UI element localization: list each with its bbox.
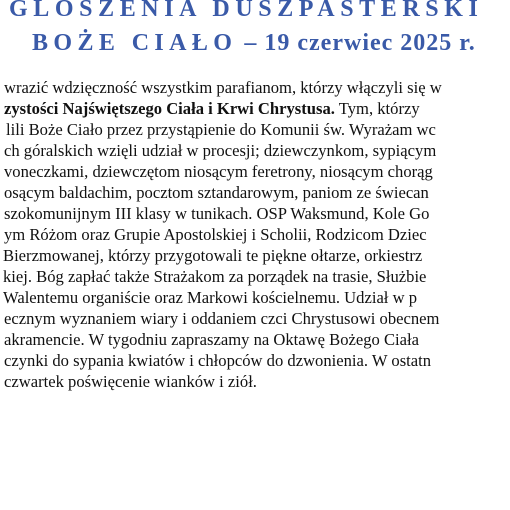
body-line-2-rest: Tym, którzy: [334, 99, 420, 118]
title-announcements: GLOSZENIA DUSZPASTERSKI: [9, 0, 484, 22]
body-line-12: ecznym wyznaniem wiary i oddaniem czci Chrystusowi obecnem: [4, 309, 440, 328]
body-line-11: Walentemu organiście oraz Markowi kościelnemu. Udział w p: [3, 288, 417, 307]
title-feast-name: BOŻE CIAŁO: [32, 30, 238, 56]
body-line-10: kiej. Bóg zapłać także Strażakom za porządek na trasie, Służbie: [3, 267, 427, 286]
body-line-14: czynki do sypania kwiatów i chłopców do dzwonienia. W ostatn: [4, 351, 432, 370]
body-line-3: lili Boże Ciało przez przystąpienie do Komunii św. Wyrażam wc: [6, 120, 436, 139]
body-line-8: ym Różom oraz Grupie Apostolskiej i Scholii, Rodzicom Dziec: [4, 225, 427, 244]
body-line-4: ch góralskich wzięli udział w procesji; dziewczynkom, sypiącym: [4, 141, 437, 160]
body-line-13: akramencie. W tygodniu zapraszamy na Oktawę Bożego Ciała: [4, 330, 419, 349]
body-line-6: osącym baldachim, pocztom sztandarowym, paniom ze świecan: [4, 183, 429, 202]
body-line-5: voneczkami, dziewczętom niosącym feretrony, niosącym chorąg: [4, 162, 433, 181]
body-line-15: czwartek poświęcenie wianków i ziół.: [4, 372, 257, 391]
body-line-7: szokomunijnym III klasy w tunikach. OSP Waksmund, Kole Go: [4, 204, 430, 223]
title-date: – 19 czerwiec 2025 r.: [237, 30, 476, 56]
body-line-9: Bierzmowanej, którzy przygotowali te piękne ołtarze, orkiestrz: [3, 246, 423, 265]
body-line-2: [4, 99, 420, 119]
body-line-2-bold: zystości Najświętszego Ciała i Krwi Chrystusa.: [4, 99, 335, 118]
body-line-1: wrazić wdzięczność wszystkim parafianom, którzy włączyli się w: [4, 78, 442, 97]
title-date-line: [32, 30, 476, 57]
